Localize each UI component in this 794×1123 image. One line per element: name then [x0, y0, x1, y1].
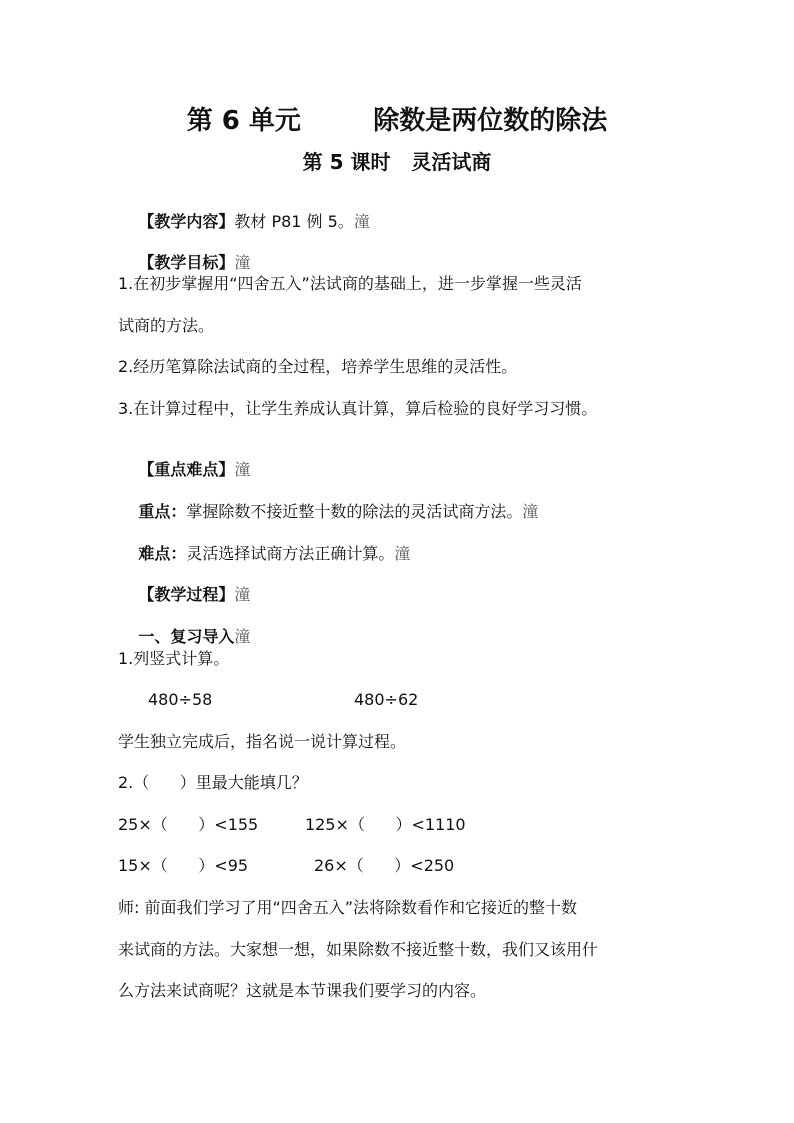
teaching-content-text: 教材 P81 例 5。: [234, 212, 354, 231]
question-two: 2.（ ）里最大能填几？: [118, 773, 308, 792]
objective-item: 3.在计算过程中，让学生养成认真计算，算后检验的良好学习习惯。: [118, 399, 598, 418]
teacher-paragraph-line: 来试商的方法。大家想一想，如果除数不接近整十数，我们又该用什: [118, 940, 599, 959]
question-one: 1.列竖式计算。: [118, 649, 230, 668]
difficulty-label: 难点：: [138, 544, 187, 563]
division-expression-a: 480÷58: [148, 690, 213, 709]
source-mark: 潼: [234, 627, 251, 646]
inequality-row-1a: 25×（ ）<155: [118, 815, 259, 834]
source-mark: 潼: [353, 212, 370, 231]
objective-item: 2.经历笔算除法试商的全过程，培养学生思维的灵活性。: [118, 357, 518, 376]
inequality-row-2b: 26×（ ）<250: [314, 856, 455, 875]
difficulty-text: 灵活选择试商方法正确计算。: [186, 544, 395, 563]
objectives-heading: 【教学目标】: [138, 253, 235, 272]
source-mark: 潼: [394, 544, 411, 563]
focus-text: 掌握除数不接近整十数的除法的灵活试商方法。: [186, 502, 523, 521]
question-one-note: 学生独立完成后，指名说一说计算过程。: [118, 732, 407, 751]
objective-item: 试商的方法。: [118, 316, 215, 335]
page-title: 第 6 单元 除数是两位数的除法: [186, 106, 608, 136]
teacher-paragraph-line: 么方法来试商呢？这就是本节课我们要学习的内容。: [118, 981, 487, 1000]
process-heading: 【教学过程】: [138, 585, 235, 604]
source-mark: 潼: [522, 502, 539, 521]
source-mark: 潼: [234, 253, 251, 272]
objective-item: 1.在初步掌握用“四舍五入”法试商的基础上，进一步掌握一些灵活: [118, 274, 582, 293]
key-points-heading: 【重点难点】: [138, 460, 235, 479]
source-mark: 潼: [234, 460, 251, 479]
focus-label: 重点：: [138, 502, 187, 521]
division-expression-b: 480÷62: [354, 690, 419, 709]
lesson-subtitle: 第 5 课时 灵活试商: [302, 150, 492, 174]
source-mark: 潼: [234, 585, 251, 604]
teacher-paragraph-line: 师: 前面我们学习了用“四舍五入”法将除数看作和它接近的整十数: [118, 898, 578, 917]
section-one-heading: 一、复习导入: [138, 627, 235, 646]
inequality-row-2a: 15×（ ）<95: [118, 856, 249, 875]
teaching-content-label: 【教学内容】: [138, 212, 235, 231]
inequality-row-1b: 125×（ ）<1110: [305, 815, 466, 834]
